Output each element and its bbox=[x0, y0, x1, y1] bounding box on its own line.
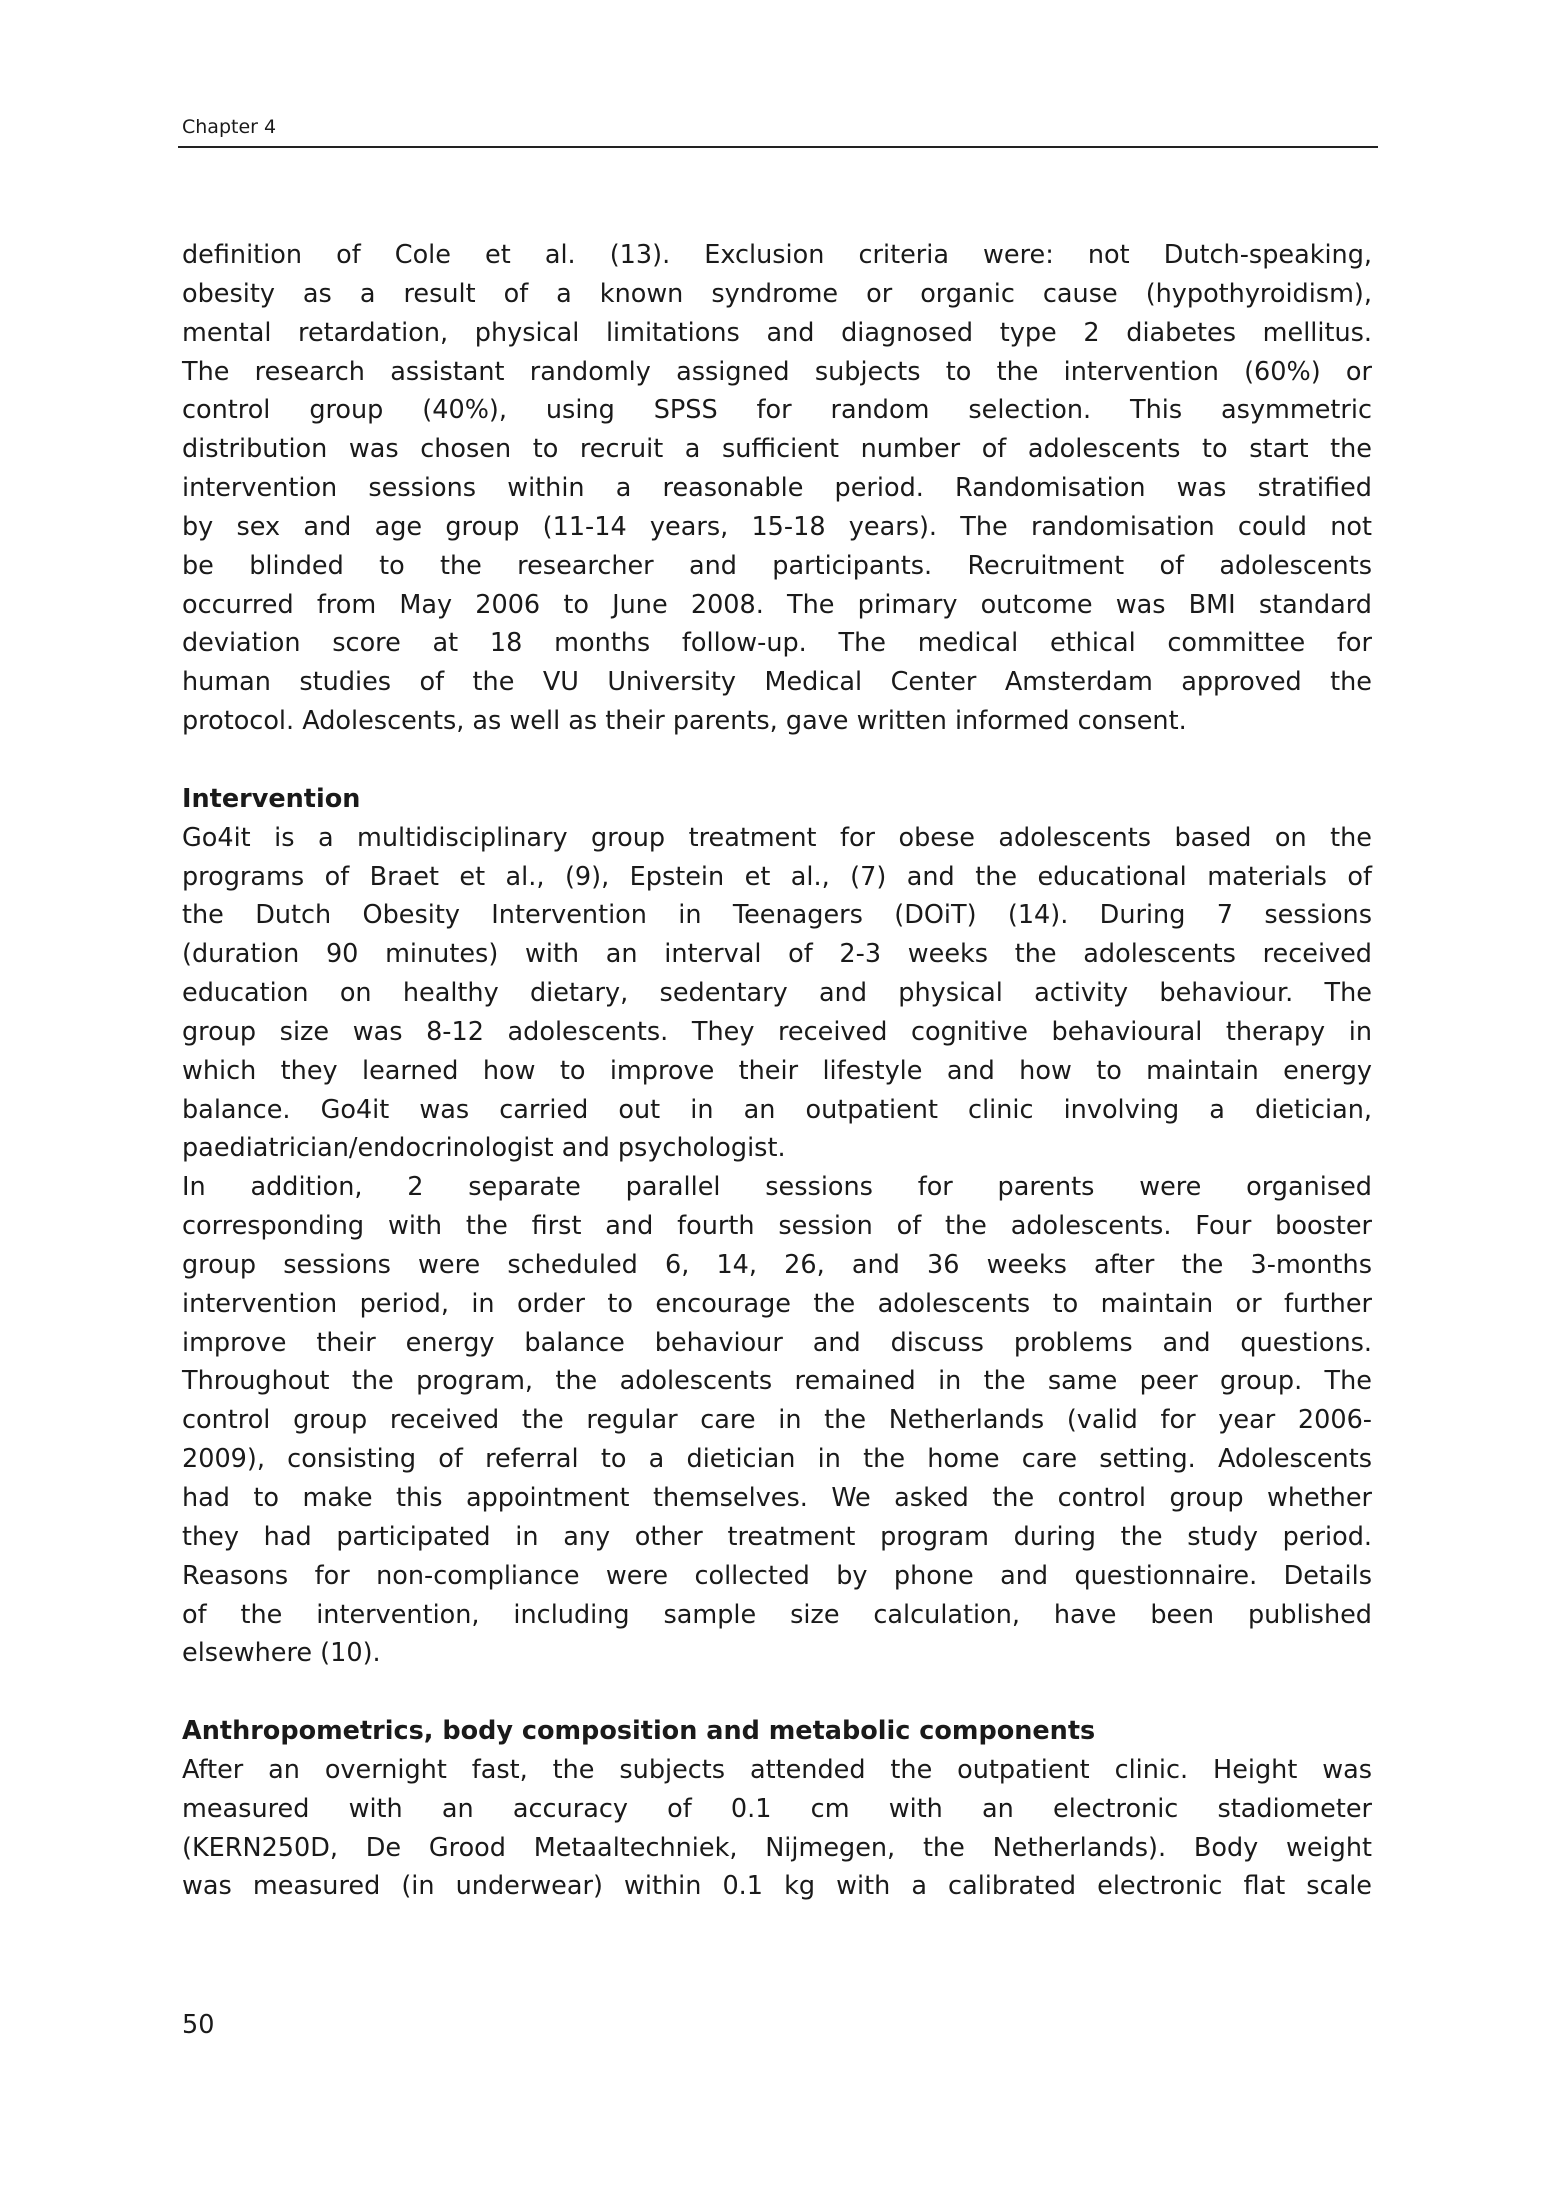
text-line: programs of Braet et al., (9), Epstein et al., (7) and the educational materials of bbox=[182, 861, 1372, 892]
running-header bbox=[178, 112, 1378, 148]
text-line: corresponding with the first and fourth session of the adolescents. Four booster bbox=[182, 1211, 1372, 1242]
text-line: protocol. Adolescents, as well as their parents, gave written informed consent. bbox=[182, 706, 1187, 737]
text-line: The research assistant randomly assigned subjects to the intervention (60%) or bbox=[182, 356, 1372, 387]
text-line: education on healthy dietary, sedentary and physical activity behaviour. The bbox=[182, 978, 1372, 1009]
text-line: occurred from May 2006 to June 2008. The primary outcome was BMI standard bbox=[182, 589, 1372, 620]
text-line: which they learned how to improve their lifestyle and how to maintain energy bbox=[182, 1055, 1372, 1086]
text-line: In addition, 2 separate parallel sessions for parents were organised bbox=[182, 1172, 1372, 1203]
text-line: distribution was chosen to recruit a sufficient number of adolescents to start the bbox=[182, 434, 1372, 465]
text-line: group sessions were scheduled 6, 14, 26, and 36 weeks after the 3-months bbox=[182, 1249, 1372, 1280]
text-line: of the intervention, including sample size calculation, have been published bbox=[182, 1599, 1372, 1630]
text-line: 2009), consisting of referral to a dietician in the home care setting. Adolescents bbox=[182, 1444, 1372, 1475]
text-line: (duration 90 minutes) with an interval of 2-3 weeks the adolescents received bbox=[182, 939, 1372, 970]
text-line: measured with an accuracy of 0.1 cm with an electronic stadiometer bbox=[182, 1793, 1372, 1824]
text-line: the Dutch Obesity Intervention in Teenagers (DOiT) (14). During 7 sessions bbox=[182, 900, 1372, 931]
text-line: Throughout the program, the adolescents remained in the same peer group. The bbox=[182, 1366, 1372, 1397]
text-line: deviation score at 18 months follow-up. The medical ethical committee for bbox=[182, 628, 1372, 659]
text-line: mental retardation, physical limitations and diagnosed type 2 diabetes mellitus. bbox=[182, 317, 1372, 348]
text-line: elsewhere (10). bbox=[182, 1638, 381, 1669]
text-line: After an overnight fast, the subjects attended the outpatient clinic. Height was bbox=[182, 1754, 1372, 1785]
text-line: obesity as a result of a known syndrome or organic cause (hypothyroidism), bbox=[182, 278, 1372, 309]
text-line: human studies of the VU University Medical Center Amsterdam approved the bbox=[182, 667, 1372, 698]
spacer bbox=[182, 741, 1372, 780]
text-line: intervention sessions within a reasonable period. Randomisation was stratified bbox=[182, 473, 1372, 504]
paragraph bbox=[182, 1168, 1372, 1673]
text-line: improve their energy balance behaviour and discuss problems and questions. bbox=[182, 1327, 1372, 1358]
text-line: (KERN250D, De Grood Metaaltechniek, Nijmegen, the Netherlands). Body weight bbox=[182, 1832, 1372, 1863]
text-line: group size was 8-12 adolescents. They received cognitive behavioural therapy in bbox=[182, 1016, 1372, 1047]
spacer bbox=[182, 1673, 1372, 1712]
paragraph bbox=[182, 236, 1372, 741]
text-line: be blinded to the researcher and participants. Recruitment of adolescents bbox=[182, 550, 1372, 581]
text-line: by sex and age group (11-14 years, 15-18 years). The randomisation could not bbox=[182, 511, 1372, 542]
text-line: was measured (in underwear) within 0.1 kg with a calibrated electronic flat scale bbox=[182, 1871, 1372, 1902]
section-heading: Intervention bbox=[182, 783, 361, 814]
text-line: intervention period, in order to encourage the adolescents to maintain or further bbox=[182, 1288, 1372, 1319]
paragraph bbox=[182, 819, 1372, 1169]
text-line: paediatrician/endocrinologist and psychologist. bbox=[182, 1133, 786, 1164]
text-line: Go4it is a multidisciplinary group treatment for obese adolescents based on the bbox=[182, 822, 1372, 853]
text-line: definition of Cole et al. (13). Exclusion criteria were: not Dutch-speaking, bbox=[182, 240, 1372, 270]
body-text bbox=[182, 236, 1372, 1906]
text-line: had to make this appointment themselves. We asked the control group whether bbox=[182, 1483, 1372, 1513]
chapter-label: Chapter 4 bbox=[182, 116, 277, 138]
section-heading: Anthropometrics, body composition and metabolic components bbox=[182, 1716, 1096, 1747]
text-line: control group received the regular care in the Netherlands (valid for year 2006- bbox=[182, 1405, 1372, 1436]
page-number: 50 bbox=[182, 2010, 215, 2040]
text-line: Reasons for non-compliance were collected by phone and questionnaire. Details bbox=[182, 1560, 1372, 1591]
paragraph bbox=[182, 1751, 1372, 1906]
text-line: control group (40%), using SPSS for random selection. This asymmetric bbox=[182, 395, 1372, 426]
text-line: balance. Go4it was carried out in an outpatient clinic involving a dietician, bbox=[182, 1094, 1372, 1125]
text-line: they had participated in any other treatment program during the study period. bbox=[182, 1521, 1372, 1552]
